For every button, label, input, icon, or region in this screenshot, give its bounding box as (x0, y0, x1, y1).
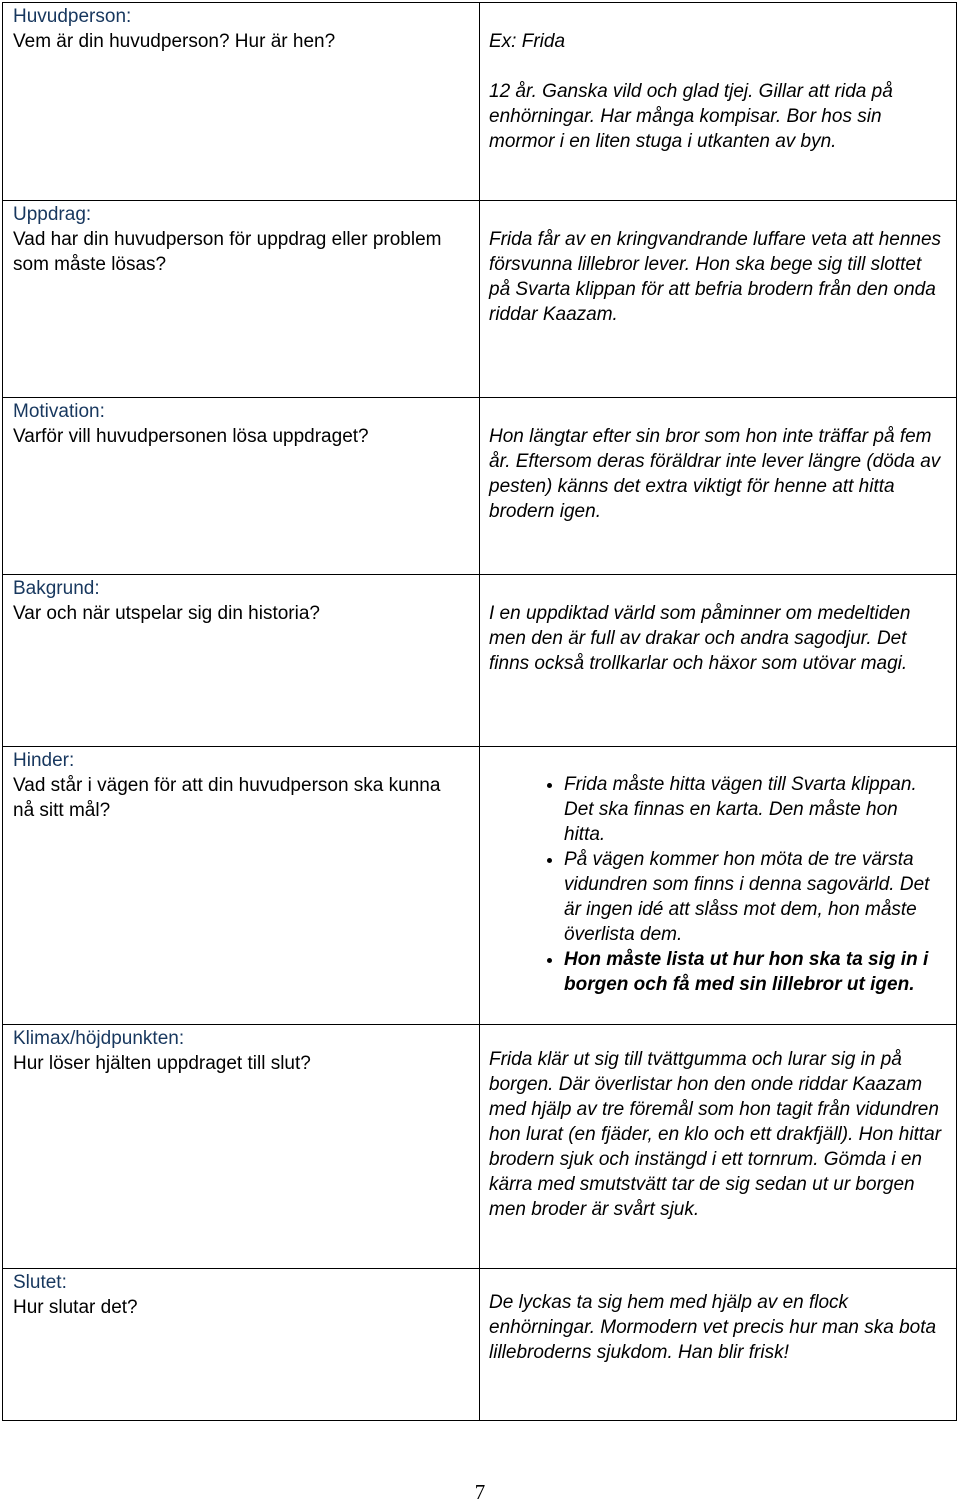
row-answer: I en uppdiktad värld som påminner om medeltiden men den är full av drakar och andra sagodjur. Det finns också trollkarlar och häxor som utövar magi. (489, 603, 911, 674)
question-cell (13, 5, 463, 54)
question-cell (13, 203, 463, 277)
row-label: Slutet: (13, 1272, 67, 1293)
row-question: Var och när utspelar sig din historia? (13, 603, 320, 624)
answer-cell (489, 29, 944, 154)
row-divider (2, 746, 957, 747)
answer-cell (489, 601, 944, 676)
row-question: Hur slutar det? (13, 1297, 138, 1318)
answer-line: 12 år. Ganska vild och glad tjej. Gillar att rida på enhörningar. Har många kompisar. Bor hos sin mormor i en liten stuga i utkanten av byn. (489, 81, 893, 152)
row-label: Huvudperson: (13, 6, 132, 27)
question-cell (13, 1271, 463, 1320)
row-label: Uppdrag: (13, 204, 92, 225)
question-cell (13, 749, 463, 823)
row-question: Varför vill huvudpersonen lösa uppdraget? (13, 426, 369, 447)
row-label: Motivation: (13, 401, 105, 422)
row-answer: Hon längtar efter sin bror som hon inte träffar på fem år. Eftersom deras föräldrar inte lever längre (döda av pesten) känns det extra viktigt för henne att hitta brodern igen. (489, 426, 941, 522)
row-label: Klimax/höjdpunkten: (13, 1028, 185, 1049)
row-divider (2, 1268, 957, 1269)
question-cell (13, 1027, 463, 1076)
list-item: • Hon måste lista ut hur hon ska ta sig in i borgen och få med sin lillebror ut igen. (564, 947, 944, 997)
row-divider (2, 397, 957, 398)
obstacle-list (489, 772, 944, 997)
row-divider (2, 1024, 957, 1025)
answer-cell (489, 1290, 944, 1365)
answer-line (489, 54, 944, 79)
page-number: 7 (474, 1480, 486, 1504)
row-label: Hinder: (13, 750, 75, 771)
question-cell (13, 577, 463, 626)
row-answer: Frida klär ut sig till tvättgumma och lurar sig in på borgen. Där överlistar hon den onde riddar Kaazam med hjälp av tre föremål som hon tagit från vidundren hon lurat (en fjäder, en klo och ett drakfjäll). Hon hittar brodern sjuk och instängd i ett tornrum. Gömda i en kärra med smutstvätt tar de sig sedan ut ur borgen men broder är svårt sjuk. (489, 1049, 942, 1220)
answer-cell (489, 424, 944, 524)
row-answer: Frida får av en kringvandrande luffare veta att hennes försvunna lillebror lever. Hon ska bege sig till slottet på Svarta klippan för att befria brodern från den onda riddar Kaazam. (489, 229, 942, 325)
row-label: Bakgrund: (13, 578, 100, 599)
row-question: Hur löser hjälten uppdraget till slut? (13, 1053, 311, 1074)
row-answer: De lyckas ta sig hem med hjälp av en flock enhörningar. Mormodern vet precis hur man ska bota lillebroderns sjukdom. Han blir frisk! (489, 1292, 937, 1363)
row-question: Vem är din huvudperson? Hur är hen? (13, 31, 336, 52)
answer-cell (489, 227, 944, 327)
row-divider (2, 200, 957, 201)
answer-cell (489, 772, 944, 997)
row-question: Vad har din huvudperson för uppdrag eller problem som måste lösas? (13, 229, 442, 275)
column-divider (479, 2, 480, 1421)
question-cell (13, 400, 463, 449)
list-item: • Frida måste hitta vägen till Svarta klippan. Det ska finnas en karta. Den måste hon hitta. (564, 772, 944, 847)
list-item: • På vägen kommer hon möta de tre värsta vidundren som finns i denna sagovärld. Det är ingen idé att slåss mot dem, hon måste överlista dem. (564, 847, 944, 947)
answer-line: Ex: Frida (489, 31, 566, 52)
row-divider (2, 574, 957, 575)
row-question: Vad står i vägen för att din huvudperson ska kunna nå sitt mål? (13, 775, 441, 821)
answer-cell (489, 1047, 944, 1222)
